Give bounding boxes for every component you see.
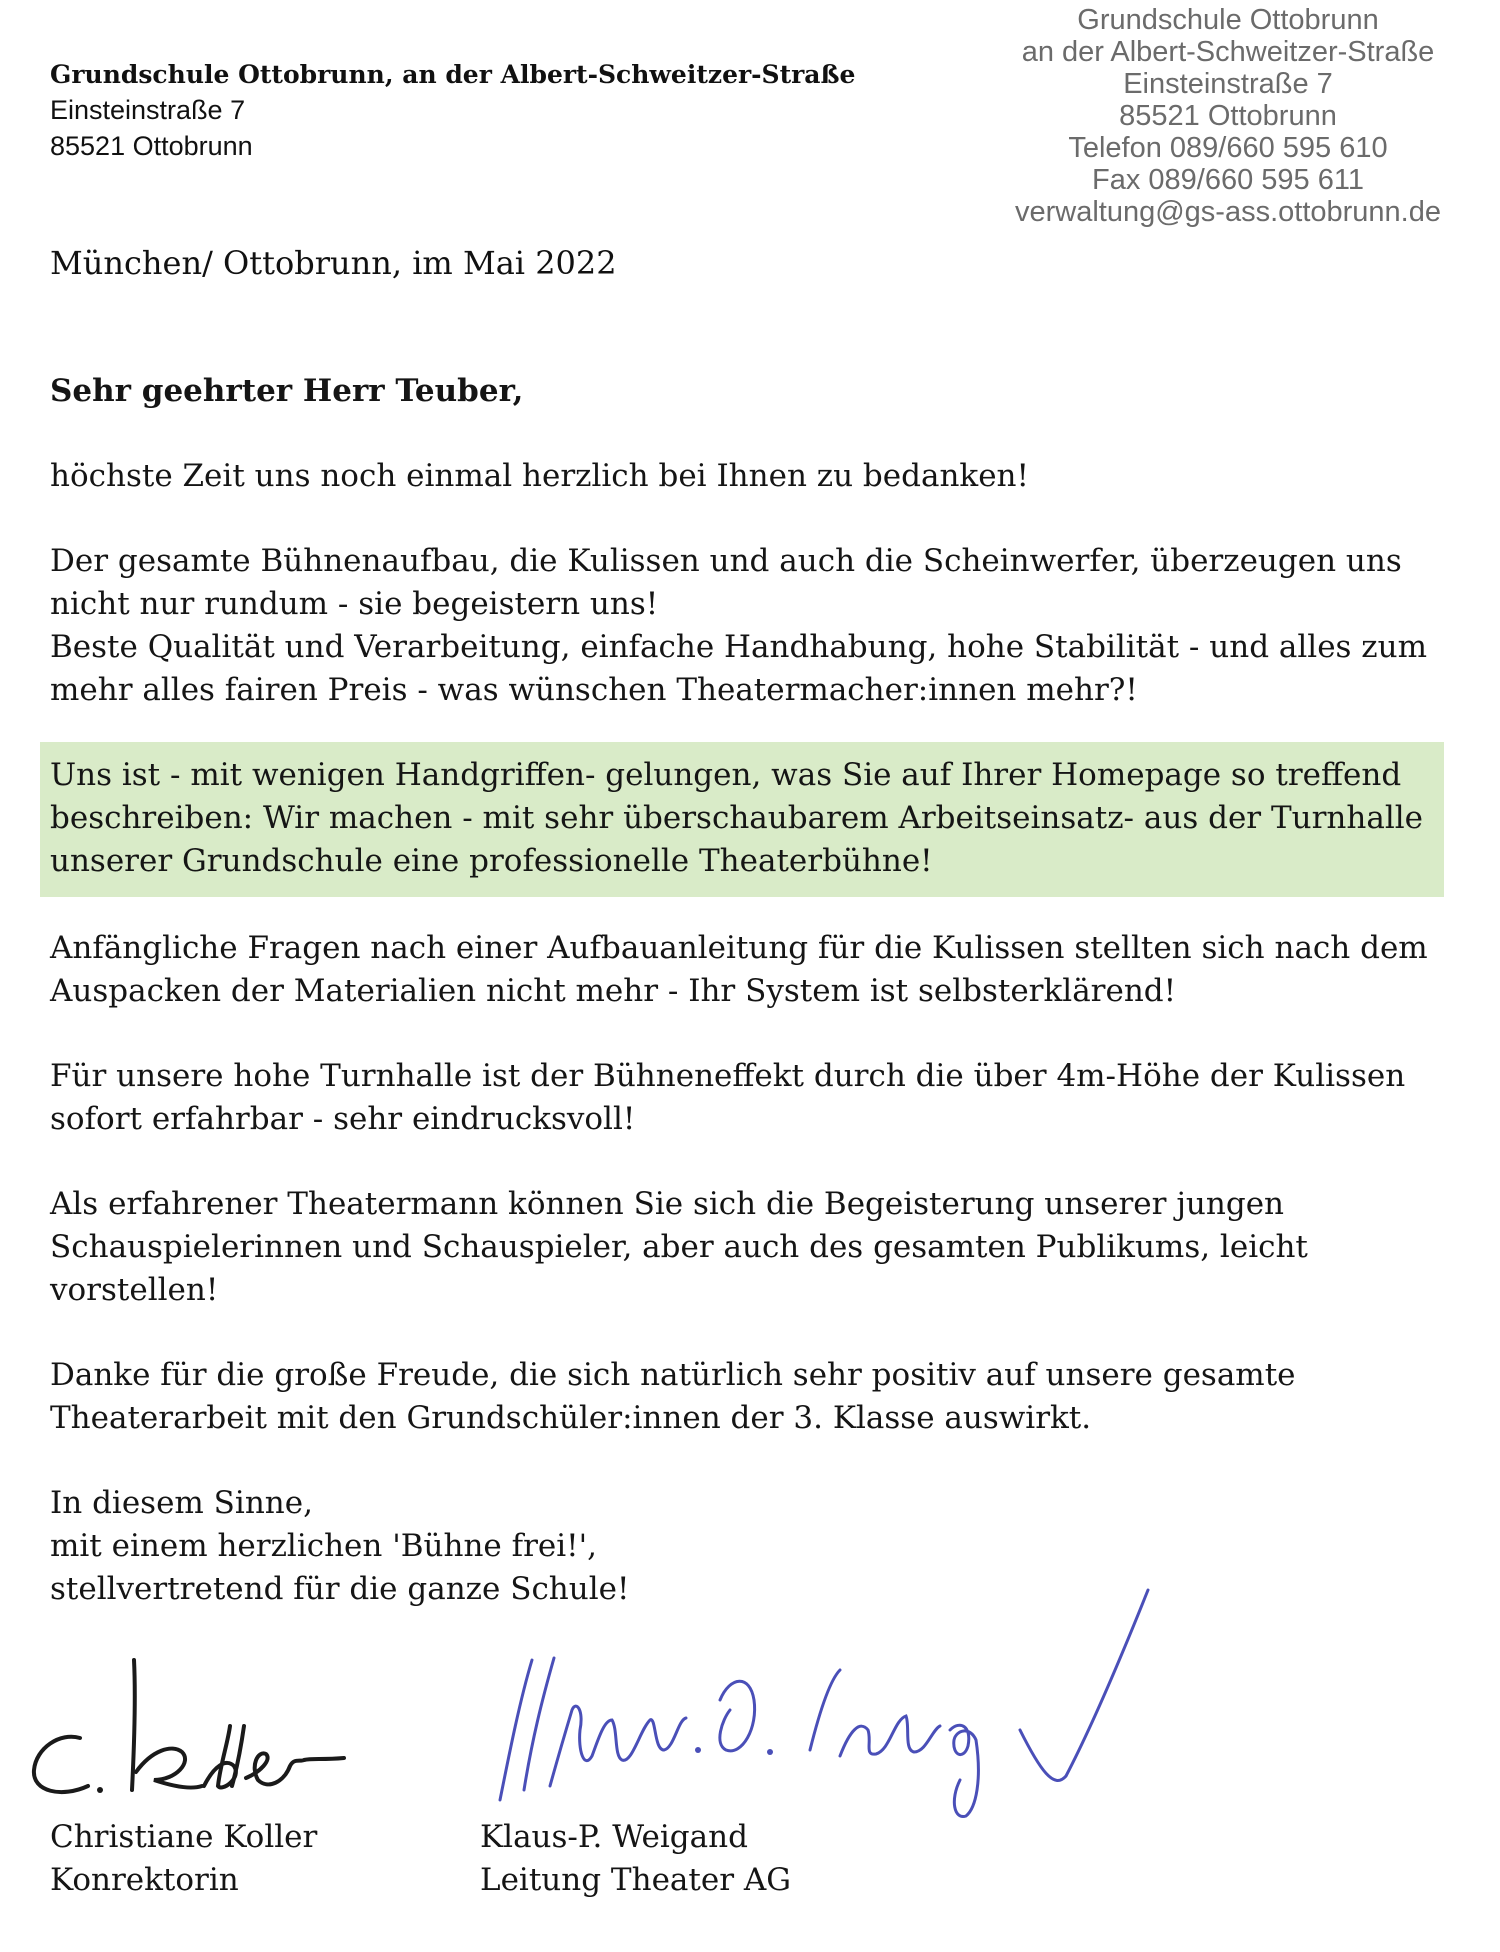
highlighted-paragraph: Uns ist - mit wenigen Handgriffen- gelungen, was Sie auf Ihrer Homepage so treffend beschreiben: Wir machen - mit sehr überschaubarem Arbeitseinsatz- aus der Turnhalle unserer Grundschule eine professionelle Theaterbühne!: [40, 742, 1444, 897]
paragraph: Der gesamte Bühnenaufbau, die Kulissen und auch die Scheinwerfer, überzeugen uns nicht nur rundum - sie begeistern uns! Beste Qualität und Verarbeitung, einfache Handhabung, hohe Stabilität - und alles zum mehr alles fairen Preis - was wünschen Theatermacher:innen mehr?!: [50, 543, 1428, 708]
signer-role: Leitung Theater AG: [480, 1862, 792, 1898]
signer-name: Christiane Koller: [50, 1819, 318, 1855]
stamp-line: Einsteinstraße 7: [1123, 68, 1333, 100]
signer-koller: [50, 1816, 317, 1902]
signature-weigand: [480, 1580, 1280, 1820]
sender-address: [50, 58, 855, 164]
paragraph: höchste Zeit uns noch einmal herzlich bei Ihnen zu bedanken!: [50, 458, 1029, 494]
signature-area: [0, 1640, 1500, 1952]
letter-body: [50, 370, 1450, 1611]
date-line: München/ Ottobrunn, im Mai 2022: [50, 244, 617, 282]
salutation: Sehr geehrter Herr Teuber,: [50, 373, 524, 409]
paragraph: Danke für die große Freude, die sich natürlich sehr positiv auf unsere gesamte Theaterarbeit mit den Grundschüler:innen der 3. Klasse auswirkt.: [50, 1357, 1296, 1436]
paragraph: Für unsere hohe Turnhalle ist der Bühneneffekt durch die über 4m-Höhe der Kulissen sofort erfahrbar - sehr eindrucksvoll!: [50, 1058, 1406, 1137]
sender-street: Einsteinstraße 7: [50, 95, 246, 125]
school-stamp: [988, 4, 1468, 228]
signer-weigand: [480, 1816, 791, 1902]
stamp-line: Fax 089/660 595 611: [1092, 164, 1364, 196]
stamp-line: an der Albert-Schweitzer-Straße: [1021, 36, 1435, 68]
paragraph: Als erfahrener Theatermann können Sie sich die Begeisterung unserer jungen Schauspielerinnen und Schauspieler, aber auch des gesamten Publikums, leicht vorstellen!: [50, 1186, 1308, 1308]
stamp-line: 85521 Ottobrunn: [1119, 100, 1337, 132]
stamp-email: verwaltung@gs-ass.ottobrunn.de: [1014, 196, 1441, 228]
stamp-line: Telefon 089/660 595 610: [1068, 132, 1388, 164]
signer-role: Konrektorin: [50, 1862, 239, 1898]
sender-name: Grundschule Ottobrunn, an der Albert-Schweitzer-Straße: [50, 60, 856, 89]
signer-name: Klaus-P. Weigand: [480, 1819, 748, 1855]
closing: In diesem Sinne, mit einem herzlichen 'Bühne frei!', stellvertretend für die ganze Schule!: [50, 1485, 630, 1607]
signature-koller: [22, 1640, 362, 1810]
stamp-line: Grundschule Ottobrunn: [1077, 4, 1379, 36]
sender-city: 85521 Ottobrunn: [50, 131, 253, 161]
paragraph: Anfängliche Fragen nach einer Aufbauanleitung für die Kulissen stellten sich nach dem Auspacken der Materialien nicht mehr - Ihr System ist selbsterklärend!: [50, 930, 1428, 1009]
